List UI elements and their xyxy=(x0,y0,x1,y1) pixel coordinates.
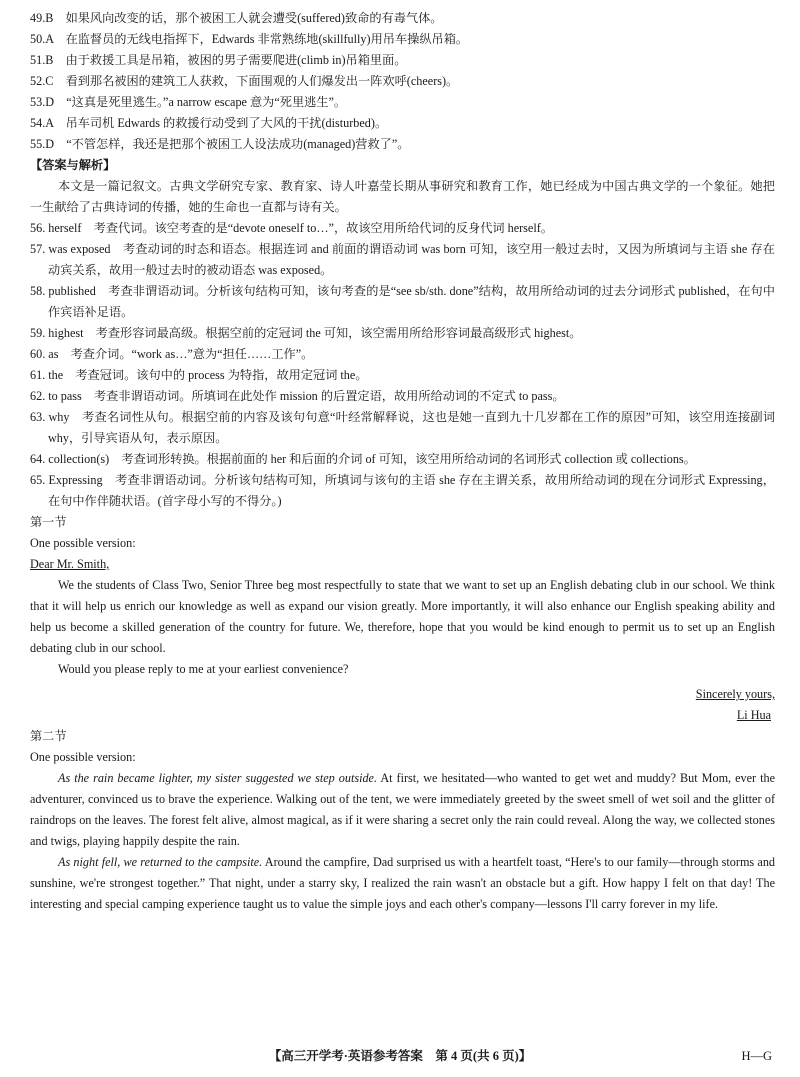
page-footer xyxy=(0,1046,800,1066)
choice-answer-54: 54.A 吊车司机 Edwards 的救援行动受到了大风的干扰(disturbed)。 xyxy=(30,116,388,130)
passage-intro: 本文是一篇记叙文。古典文学研究专家、教育家、诗人叶嘉莹长期从事研究和教育工作，她已经成为中国古典文学的一个象征。她把一生献给了古典诗词的传播，她的生命也一直都与诗有关。 xyxy=(30,179,775,214)
blank-answer-65: 65. Expressing 考查非谓语动词。分析该句结构可知，所填词与该句的主语 she 存在主谓关系，故用所给动词的现在分词形式 Expressing，在句中作伴随状语。(首字母小写的不得分。) xyxy=(30,473,775,508)
blank-answer-63: 63. why 考查名词性从句。根据空前的内容及该句句意“叶经常解释说，这也是她一直到九十几岁都在工作的原因”可知，该空用连接副词 why，引导宾语从句，表示原因。 xyxy=(30,410,776,445)
section-1-version-label: One possible version: xyxy=(30,536,136,550)
choice-answer-53: 53.D “这真是死里逃生。”a narrow escape 意为“死里逃生”。 xyxy=(30,95,347,109)
letter-closing-question: Would you please reply to me at your earliest convenience? xyxy=(58,662,349,676)
analysis-heading: 【答案与解析】 xyxy=(30,158,116,172)
choice-answer-52: 52.C 看到那名被困的建筑工人获救，下面围观的人们爆发出一阵欢呼(cheers)。 xyxy=(30,74,459,88)
section-1-heading: 第一节 xyxy=(30,515,67,529)
blank-answer-list xyxy=(30,218,775,512)
blank-answer-56: 56. herself 考查代词。该空考查的是“devote oneself to…”，故该空用所给代词的反身代词 herself。 xyxy=(30,221,553,235)
section-2-version-label: One possible version: xyxy=(30,750,136,764)
letter-salutation: Dear Mr. Smith, xyxy=(30,557,110,571)
story-paragraph-1 xyxy=(30,768,775,852)
writing-section-2 xyxy=(30,726,775,915)
letter-closing: Sincerely yours, xyxy=(695,687,775,701)
blank-answer-62: 62. to pass 考查非谓语动词。所填词在此处作 mission 的后置定语，故用所给动词的不定式 to pass。 xyxy=(30,389,565,403)
blank-answer-60: 60. as 考查介词。“work as…”意为“担任……工作”。 xyxy=(30,347,314,361)
footer-title: 【高三开学考·英语参考答案 第 4 页(共 6 页)】 xyxy=(268,1049,532,1063)
story-paragraph-2 xyxy=(30,852,775,915)
story-paragraph-1-lead: As the rain became lighter, my sister suggested we step outside. xyxy=(58,771,378,785)
section-2-heading: 第二节 xyxy=(30,729,67,743)
story-paragraph-2-lead: As night fell, we returned to the campsite. xyxy=(58,855,263,869)
blank-answer-57: 57. was exposed 考查动词的时态和语态。根据连词 and 前面的谓语动词 was born 可知，该空用一般过去时，又因为所填词与主语 she 存在动宾关系，故用一般过去时的被动语态 was exposed。 xyxy=(30,242,775,277)
blank-answer-59: 59. highest 考查形容词最高级。根据空前的定冠词 the 可知，该空需用所给形容词最高级形式 highest。 xyxy=(30,326,582,340)
choice-answer-55: 55.D “不管怎样，我还是把那个被困工人设法成功(managed)营救了”。 xyxy=(30,137,410,151)
footer-code: H—G xyxy=(741,1049,772,1063)
choice-answer-list xyxy=(30,8,775,155)
blank-answer-64: 64. collection(s) 考查词形转换。根据前面的 her 和后面的介词 of 可知，该空用所给动词的名词形式 collection 或 collections。 xyxy=(30,452,696,466)
letter-signature: Li Hua xyxy=(736,708,771,722)
letter-body-paragraph: We the students of Class Two, Senior Three beg most respectfully to state that we want to set up an English debating club in our school. We think that it will help us enrich our knowledge as well as expand our vision greatly. More importantly, it will also enhance our English speaking ability and help us become a skilled generation of the country for future. We, therefore, hope that you would be kind enough to permit us to set up an English debating club in our school. xyxy=(30,578,775,655)
story-paragraph-1-body: At first, we hesitated—who wanted to get wet and muddy? But Mom, ever the adventurer, convinced us to brave the experience. Walking out of the tent, we were immediately greeted by the sweet smell of wet soil and the glitter of raindrops on the leaves. The forest felt alive, almost magical, as if it were sharing a secret only the rain could reveal. Along the way, we collected stones and twigs, playing happily despite the rain. xyxy=(30,771,775,848)
blank-answer-61: 61. the 考查冠词。该句中的 process 为特指，故用定冠词 the。 xyxy=(30,368,368,382)
page-content xyxy=(30,8,775,915)
blank-answer-58: 58. published 考查非谓语动词。分析该句结构可知，该句考查的是“see sb/sth. done”结构，故用所给动词的过去分词形式 published，在句中作宾语补足语。 xyxy=(30,284,775,319)
writing-section-1 xyxy=(30,512,775,726)
choice-answer-50: 50.A 在监督员的无线电指挥下，Edwards 非常熟练地(skillfully)用吊车操纵吊箱。 xyxy=(30,32,469,46)
choice-answer-49: 49.B 如果风向改变的话，那个被困工人就会遭受(suffered)致命的有毒气体。 xyxy=(30,11,443,25)
story-paragraph-2-body: Around the campfire, Dad surprised us with a heartfelt toast, “Here's to our family—through storms and sunshine, we're strongest together.” That night, under a starry sky, I realized the rain wasn't an obstacle but a gift. How happy I felt on that day! The interesting and special camping experience taught us to value the simple joys and each other's company—lessons I'll carry forever in my life. xyxy=(30,855,776,911)
choice-answer-51: 51.B 由于救援工具是吊箱，被困的男子需要爬进(climb in)吊箱里面。 xyxy=(30,53,407,67)
